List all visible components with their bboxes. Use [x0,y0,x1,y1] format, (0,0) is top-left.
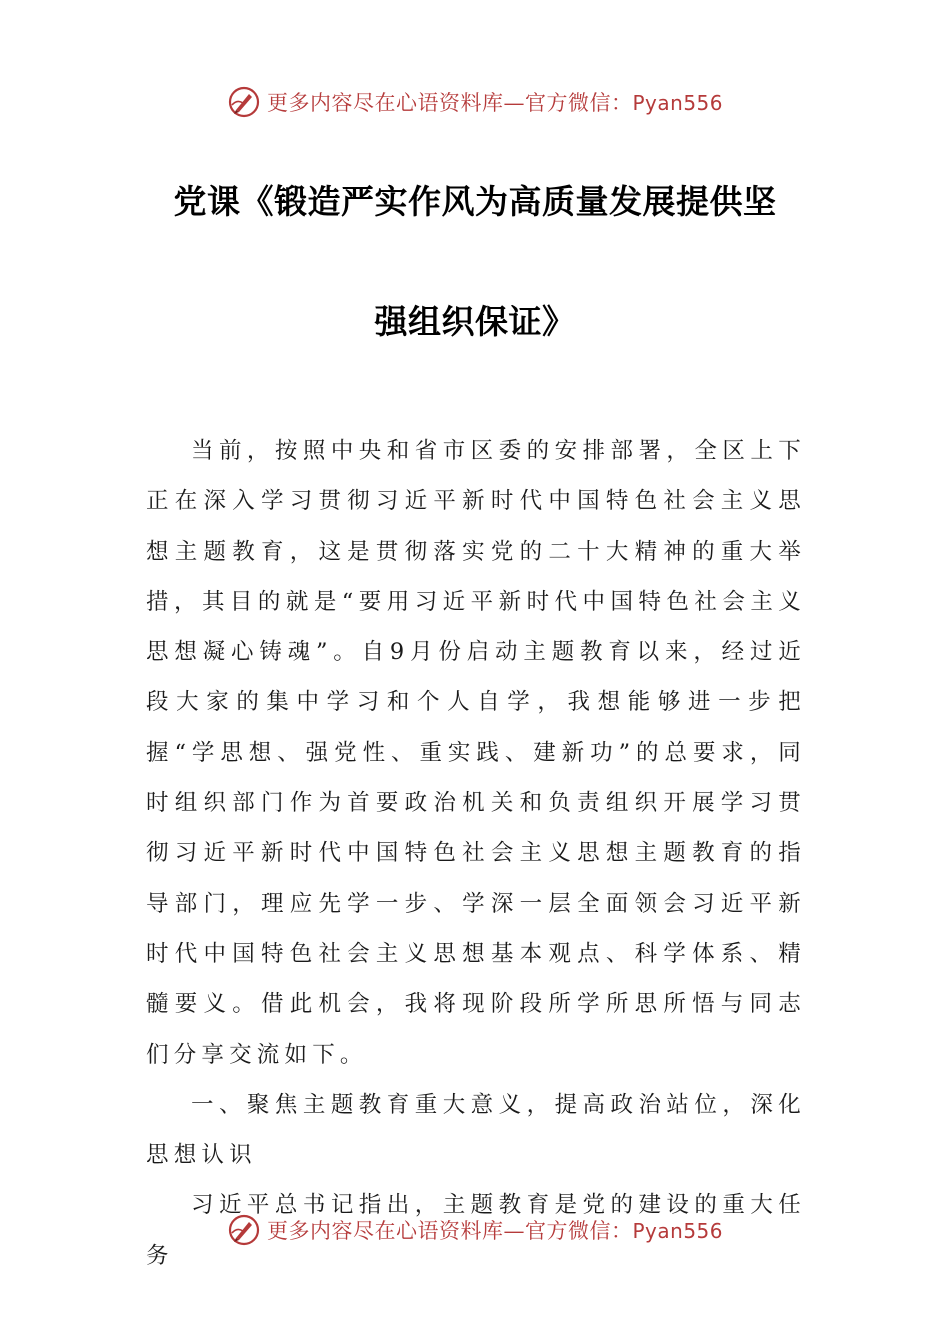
watermark-text: 更多内容尽在心语资料库—官方微信：Pyan556 [266,1219,723,1243]
watermark-header [0,82,950,122]
pen-logo-icon [227,85,261,119]
document-title-line-1: 党课《锻造严实作风为高质量发展提供坚 [173,182,777,221]
paragraph-heading-1: 一、聚焦主题教育重大意义，提高政治站位，深化思想认识 [146,1091,806,1169]
pen-logo-icon [227,1213,261,1247]
watermark-text: 更多内容尽在心语资料库—官方微信：Pyan556 [266,91,723,115]
document-body [146,426,806,1281]
document-title-line-2: 强组织保证》 [374,302,576,341]
paragraph-intro: 当前，按照中央和省市区委的安排部署，全区上下正在深入学习贯彻习近平新时代中国特色社会主义思想主题教育，这是贯彻落实党的二十大精神的重大举措，其目的就是“要用习近平新时代中国特色社会主义思想凝心铸魂”。自9月份启动主题教育以来，经过近段大家的集中学习和个人自学，我想能够进一步把握“学思想、强党性、重实践、建新功”的总要求，同时组织部门作为首要政治机关和负责组织开展学习贯彻习近平新时代中国特色社会主义思想主题教育的指导部门，理应先学一步、学深一层全面领会习近平新时代中国特色社会主义思想基本观点、科学体系、精髓要义。借此机会，我将现阶段所学所思所悟与同志们分享交流如下。 [146,438,806,1068]
paragraph-3: 习近平总书记指出，主题教育是党的建设的重大任务 [146,1192,806,1269]
watermark-footer [0,1210,950,1250]
